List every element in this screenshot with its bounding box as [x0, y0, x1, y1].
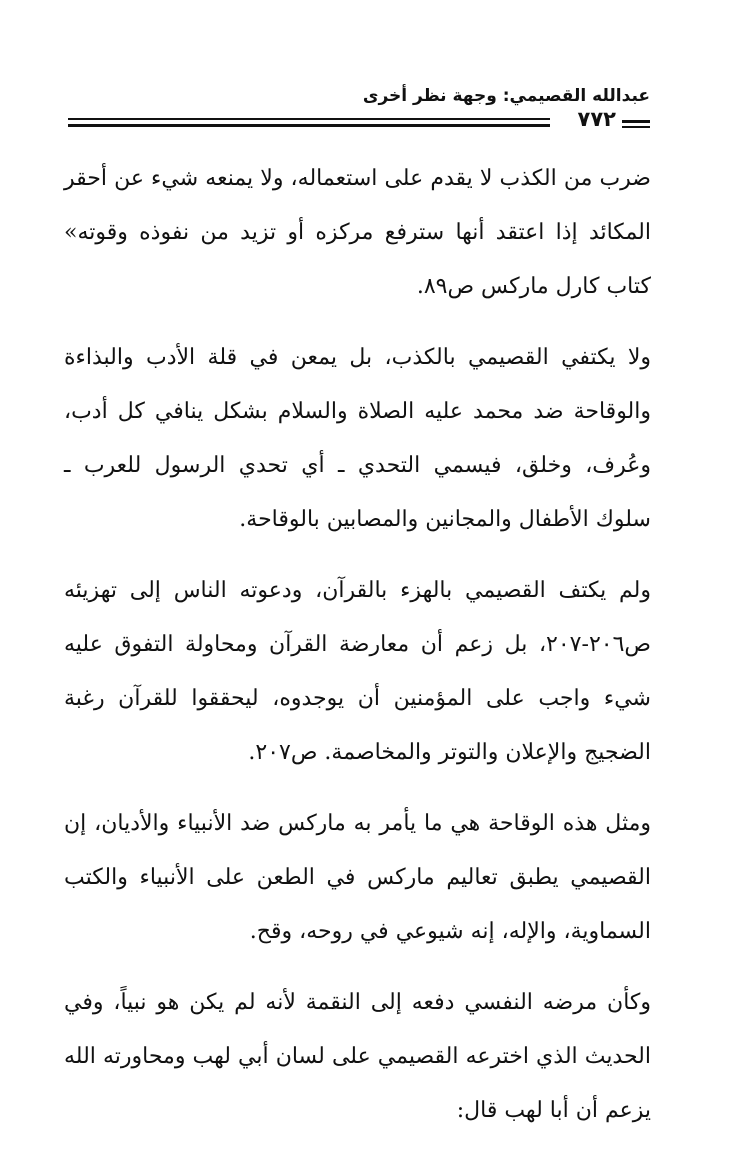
- paragraph: ولم يكتف القصيمي بالهزء بالقرآن، ودعوته الناس إلى تهزيئه ص٢٠٦-٢٠٧، بل زعم أن معارضة القرآن ومحاولة التفوق عليه شيء واجب على المؤمنين أن يوجدوه، ليحققوا للقرآن رغبة الضجيج والإعلان والتوتر والمخاصمة. ص٢٠٧.: [64, 578, 651, 765]
- page-number: ٧٧٢: [577, 107, 616, 131]
- paragraph: ومثل هذه الوقاحة هي ما يأمر به ماركس ضد الأنبياء والأديان، إن القصيمي يطبق تعاليم ماركس في الطعن على الأنبياء والكتب السماوية، والإله، إنه شيوعي في روحه، وقح.: [64, 811, 651, 944]
- paragraph: وكأن مرضه النفسي دفعه إلى النقمة لأنه لم يكن هو نبياً، وفي الحديث الذي اخترعه القصيمي على لسان أبي لهب ومحاورته الله يزعم أن أبا لهب قال:: [64, 990, 652, 1123]
- paragraph: ولا يكتفي القصيمي بالكذب، بل يمعن في قلة الأدب والبذاءة والوقاحة ضد محمد عليه الصلاة والسلام بشكل ينافي كل أدب، وعُرف، وخلق، فيسمي التحدي ـ أي تحدي الرسول للعرب ـ سلوك الأطفال والمجانين والمصابين بالوقاحة.: [64, 345, 651, 532]
- page-number-rule: [622, 120, 650, 123]
- body-text: [64, 152, 651, 1155]
- paragraph: ضرب من الكذب لا يقدم على استعماله، ولا يمنعه شيء عن أحقر المكائد إذا اعتقد أنها سترفع مركزه أو تزيد من نفوذه وقوته» كتاب كارل ماركس ص٨٩.: [64, 166, 651, 299]
- running-title: عبدالله القصيمي: وجهة نظر أخرى: [362, 86, 650, 106]
- header-rule: [68, 118, 550, 120]
